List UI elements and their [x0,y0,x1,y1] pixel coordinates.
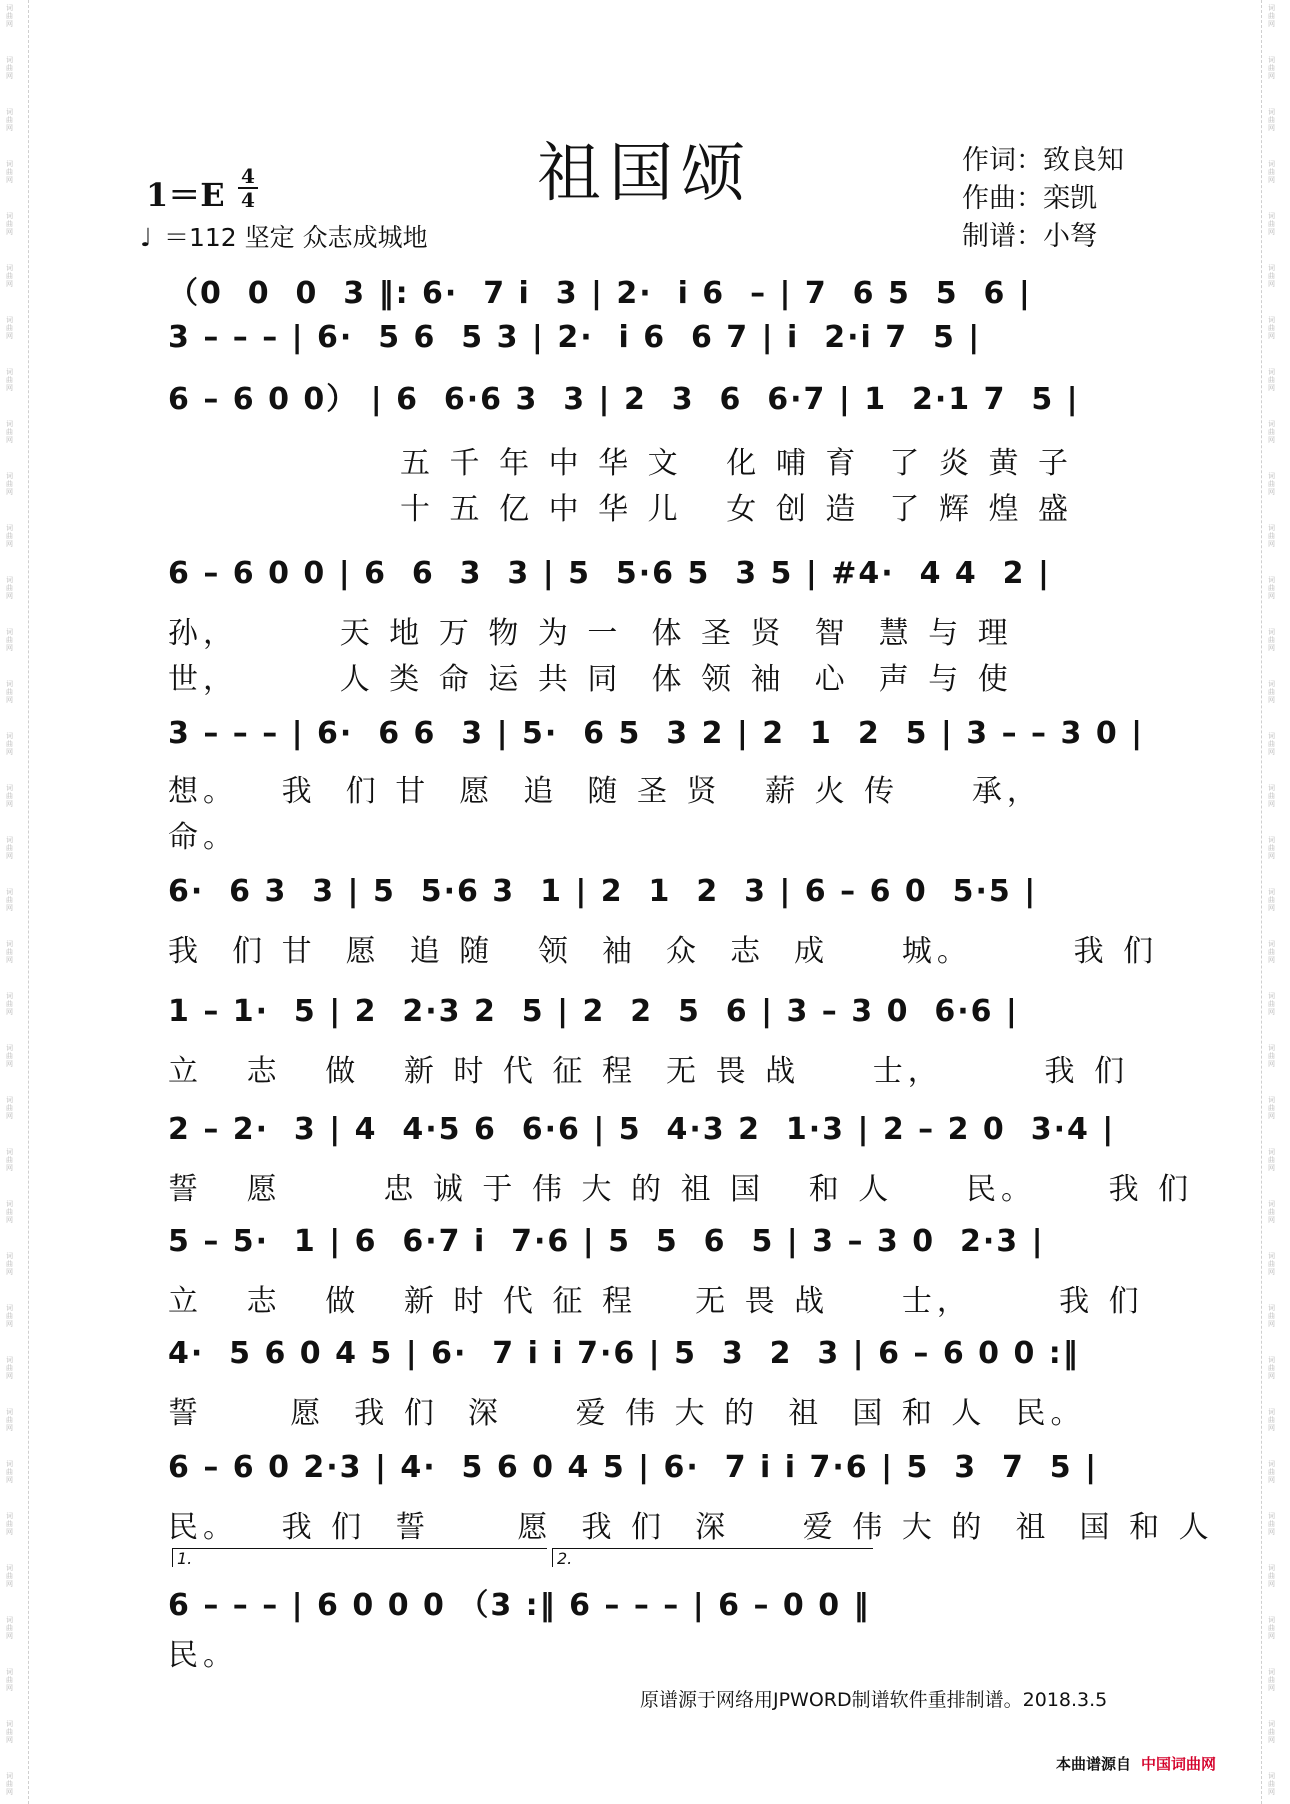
watermark-glyph: 词曲网 [6,1668,13,1692]
watermark-glyph: 词曲网 [6,1304,13,1328]
watermark-glyph: 词曲网 [6,1356,13,1380]
lyric-row-5: 立 志 做 新 时 代 征 程 无 畏 战 士， 我 们 [168,1054,1130,1089]
notation-row-5: 3 – – – | 6· 6 6 3 | 5· 6 5 3 2 | 2 1 2 5 | 3 – – 3 0 | [168,716,1145,751]
second-ending-bracket: 2. [552,1548,873,1567]
watermark-glyph: 词曲网 [6,420,13,444]
first-ending-bracket: 1. [172,1548,547,1567]
notation-row-11: 6 – 6 0 2·3 | 4· 5 6 0 4 5 | 6· 7 i i 7·6 | 5 3 7 5 | [168,1450,1099,1485]
watermark-glyph: 词曲网 [6,1200,13,1224]
watermark-glyph: 词曲网 [6,4,13,28]
watermark-glyph: 词曲网 [6,836,13,860]
time-signature [238,166,258,210]
watermark-glyph: 词曲网 [1268,680,1275,704]
lyric-row-7: 立 志 做 新 时 代 征 程 无 畏 战 士， 我 们 [168,1284,1144,1319]
watermark-glyph: 词曲网 [1268,992,1275,1016]
lyric-row-6: 誓 愿 忠 诚 于 伟 大 的 祖 国 和 人 民。 我 们 [168,1172,1194,1207]
lyric-row-9: 民。 我 们 誓 愿 我 们 深 爱 伟 大 的 祖 国 和 人 [168,1510,1214,1545]
watermark-glyph: 词曲网 [1268,160,1275,184]
notation-row-4: 6 – 6 0 0 | 6 6 3 3 | 5 5·6 5 3 5 | #4· 4 4 2 | [168,556,1051,591]
watermark-glyph: 词曲网 [6,160,13,184]
watermark-glyph: 词曲网 [1268,732,1275,756]
watermark-glyph: 词曲网 [1268,1564,1275,1588]
watermark-glyph: 词曲网 [1268,56,1275,80]
watermark-glyph: 词曲网 [6,1616,13,1640]
watermark-glyph: 词曲网 [6,784,13,808]
watermark-glyph: 词曲网 [6,888,13,912]
watermark-glyph: 词曲网 [1268,836,1275,860]
watermark-glyph: 词曲网 [6,680,13,704]
tempo-text: ＝112 坚定 众志成城地 [164,223,428,252]
watermark-glyph: 词曲网 [1268,940,1275,964]
key-signature: 1＝E [146,176,225,214]
source-site-link[interactable]: 中国词曲网 [1141,1755,1217,1773]
watermark-glyph: 词曲网 [6,524,13,548]
notation-row-8: 2 – 2· 3 | 4 4·5 6 6·6 | 5 4·3 2 1·3 | 2 – 2 0 3·4 | [168,1112,1116,1147]
watermark-glyph: 词曲网 [6,1044,13,1068]
watermark-glyph: 词曲网 [6,212,13,236]
watermark-glyph: 词曲网 [6,1096,13,1120]
watermark-glyph: 词曲网 [6,56,13,80]
watermark-glyph: 词曲网 [6,1564,13,1588]
watermark-glyph: 词曲网 [6,940,13,964]
notation-row-9: 5 – 5· 1 | 6 6·7 i 7·6 | 5 5 6 5 | 3 – 3 0 2·3 | [168,1224,1045,1259]
watermark-glyph: 词曲网 [6,264,13,288]
lyric-row-3b: 命。 [168,820,238,855]
watermark-glyph: 词曲网 [1268,1304,1275,1328]
tempo-marking [140,218,428,254]
watermark-glyph: 词曲网 [1268,108,1275,132]
watermark-glyph: 词曲网 [1268,420,1275,444]
watermark-glyph: 词曲网 [1268,1720,1275,1744]
watermark-glyph: 词曲网 [1268,628,1275,652]
watermark-glyph: 词曲网 [6,1772,13,1796]
transcriber-credit: 制谱：小弩 [962,221,1097,252]
watermark-glyph: 词曲网 [1268,1200,1275,1224]
watermark-glyph: 词曲网 [1268,784,1275,808]
lyric-row-2b: 世， 人 类 命 运 共 同 体 领 袖 心 声 与 使 [168,662,1013,697]
meter-bottom: 4 [241,188,255,212]
lyric-row-1b: 十 五 亿 中 华 儿 女 创 造 了 辉 煌 盛 [400,492,1074,527]
watermark-glyph: 词曲网 [6,108,13,132]
lyric-row-1a: 五 千 年 中 华 文 化 哺 育 了 炎 黄 子 [400,446,1074,481]
watermark-glyph: 词曲网 [6,1148,13,1172]
watermark-glyph: 词曲网 [1268,4,1275,28]
credits [962,142,1124,256]
notation-row-10: 4· 5 6 0 4 5 | 6· 7 i i 7·6 | 5 3 2 3 | 6 – 6 0 0 :‖ [168,1336,1080,1371]
lyric-row-2a: 孙， 天 地 万 物 为 一 体 圣 贤 智 慧 与 理 [168,616,1013,651]
watermark-glyph: 词曲网 [1268,368,1275,392]
watermark-glyph: 词曲网 [1268,1772,1275,1796]
notation-row-2: 3 – – – | 6· 5 6 5 3 | 2· i 6 6 7 | i 2·i 7 5 | [168,320,982,355]
watermark-glyph: 词曲网 [1268,1044,1275,1068]
lyric-row-4: 我 们 甘 愿 追 随 领 袖 众 志 成 城。 我 们 [168,934,1159,969]
watermark-glyph: 词曲网 [6,628,13,652]
watermark-glyph: 词曲网 [1268,1460,1275,1484]
watermark-glyph: 词曲网 [6,472,13,496]
right-margin-watermark [1261,0,1290,1804]
footnote: 原谱源于网络用JPWORD制谱软件重排制谱。2018.3.5 [640,1689,1108,1711]
source-credit [1056,1753,1216,1774]
watermark-glyph: 词曲网 [1268,1148,1275,1172]
watermark-glyph: 词曲网 [6,1512,13,1536]
lyric-row-3a: 想。 我 们 甘 愿 追 随 圣 贤 薪 火 传 承， [168,774,1042,809]
watermark-glyph: 词曲网 [6,1720,13,1744]
watermark-glyph: 词曲网 [6,368,13,392]
watermark-glyph: 词曲网 [6,1252,13,1276]
watermark-glyph: 词曲网 [6,1460,13,1484]
watermark-glyph: 词曲网 [1268,576,1275,600]
notation-row-12: 6 – – – | 6 0 0 0 （3 :‖ 6 – – – | 6 – 0 0 ‖ [168,1588,871,1623]
notation-row-6: 6· 6 3 3 | 5 5·6 3 1 | 2 1 2 3 | 6 – 6 0 5·5 | [168,874,1038,909]
notation-row-1: （0 0 0 3 ‖: 6· 7 i 3 | 2· i 6 – | 7 6 5 5 6 | [168,276,1032,311]
notation-row-3: 6 – 6 0 0） | 6 6·6 3 3 | 2 3 6 6·7 | 1 2·1 7 5 | [168,382,1080,417]
left-margin-watermark [0,0,29,1804]
watermark-glyph: 词曲网 [6,732,13,756]
meter-top: 4 [241,164,255,188]
lyric-row-10: 民。 [168,1638,238,1673]
notation-row-7: 1 – 1· 5 | 2 2·3 2 5 | 2 2 5 6 | 3 – 3 0 6·6 | [168,994,1019,1029]
watermark-glyph: 词曲网 [1268,1252,1275,1276]
watermark-glyph: 词曲网 [6,992,13,1016]
watermark-glyph: 词曲网 [1268,316,1275,340]
quarter-note-icon: ♩ [140,223,152,252]
watermark-glyph: 词曲网 [1268,1512,1275,1536]
song-title: 祖国颂 [537,137,753,211]
watermark-glyph: 词曲网 [1268,888,1275,912]
watermark-glyph: 词曲网 [1268,1668,1275,1692]
watermark-glyph: 词曲网 [1268,524,1275,548]
composer-credit: 作曲：栾凯 [962,183,1097,214]
watermark-glyph: 词曲网 [6,576,13,600]
lyricist-credit: 作词：致良知 [962,145,1124,176]
source-label: 本曲谱源自 [1056,1755,1132,1773]
lyric-row-8: 誓 愿 我 们 深 爱 伟 大 的 祖 国 和 人 民。 [168,1396,1086,1431]
watermark-glyph: 词曲网 [1268,472,1275,496]
watermark-glyph: 词曲网 [1268,1356,1275,1380]
watermark-glyph: 词曲网 [1268,1616,1275,1640]
watermark-glyph: 词曲网 [1268,212,1275,236]
watermark-glyph: 词曲网 [1268,1096,1275,1120]
watermark-glyph: 词曲网 [1268,1408,1275,1432]
watermark-glyph: 词曲网 [6,1408,13,1432]
watermark-glyph: 词曲网 [6,316,13,340]
watermark-glyph: 词曲网 [1268,264,1275,288]
